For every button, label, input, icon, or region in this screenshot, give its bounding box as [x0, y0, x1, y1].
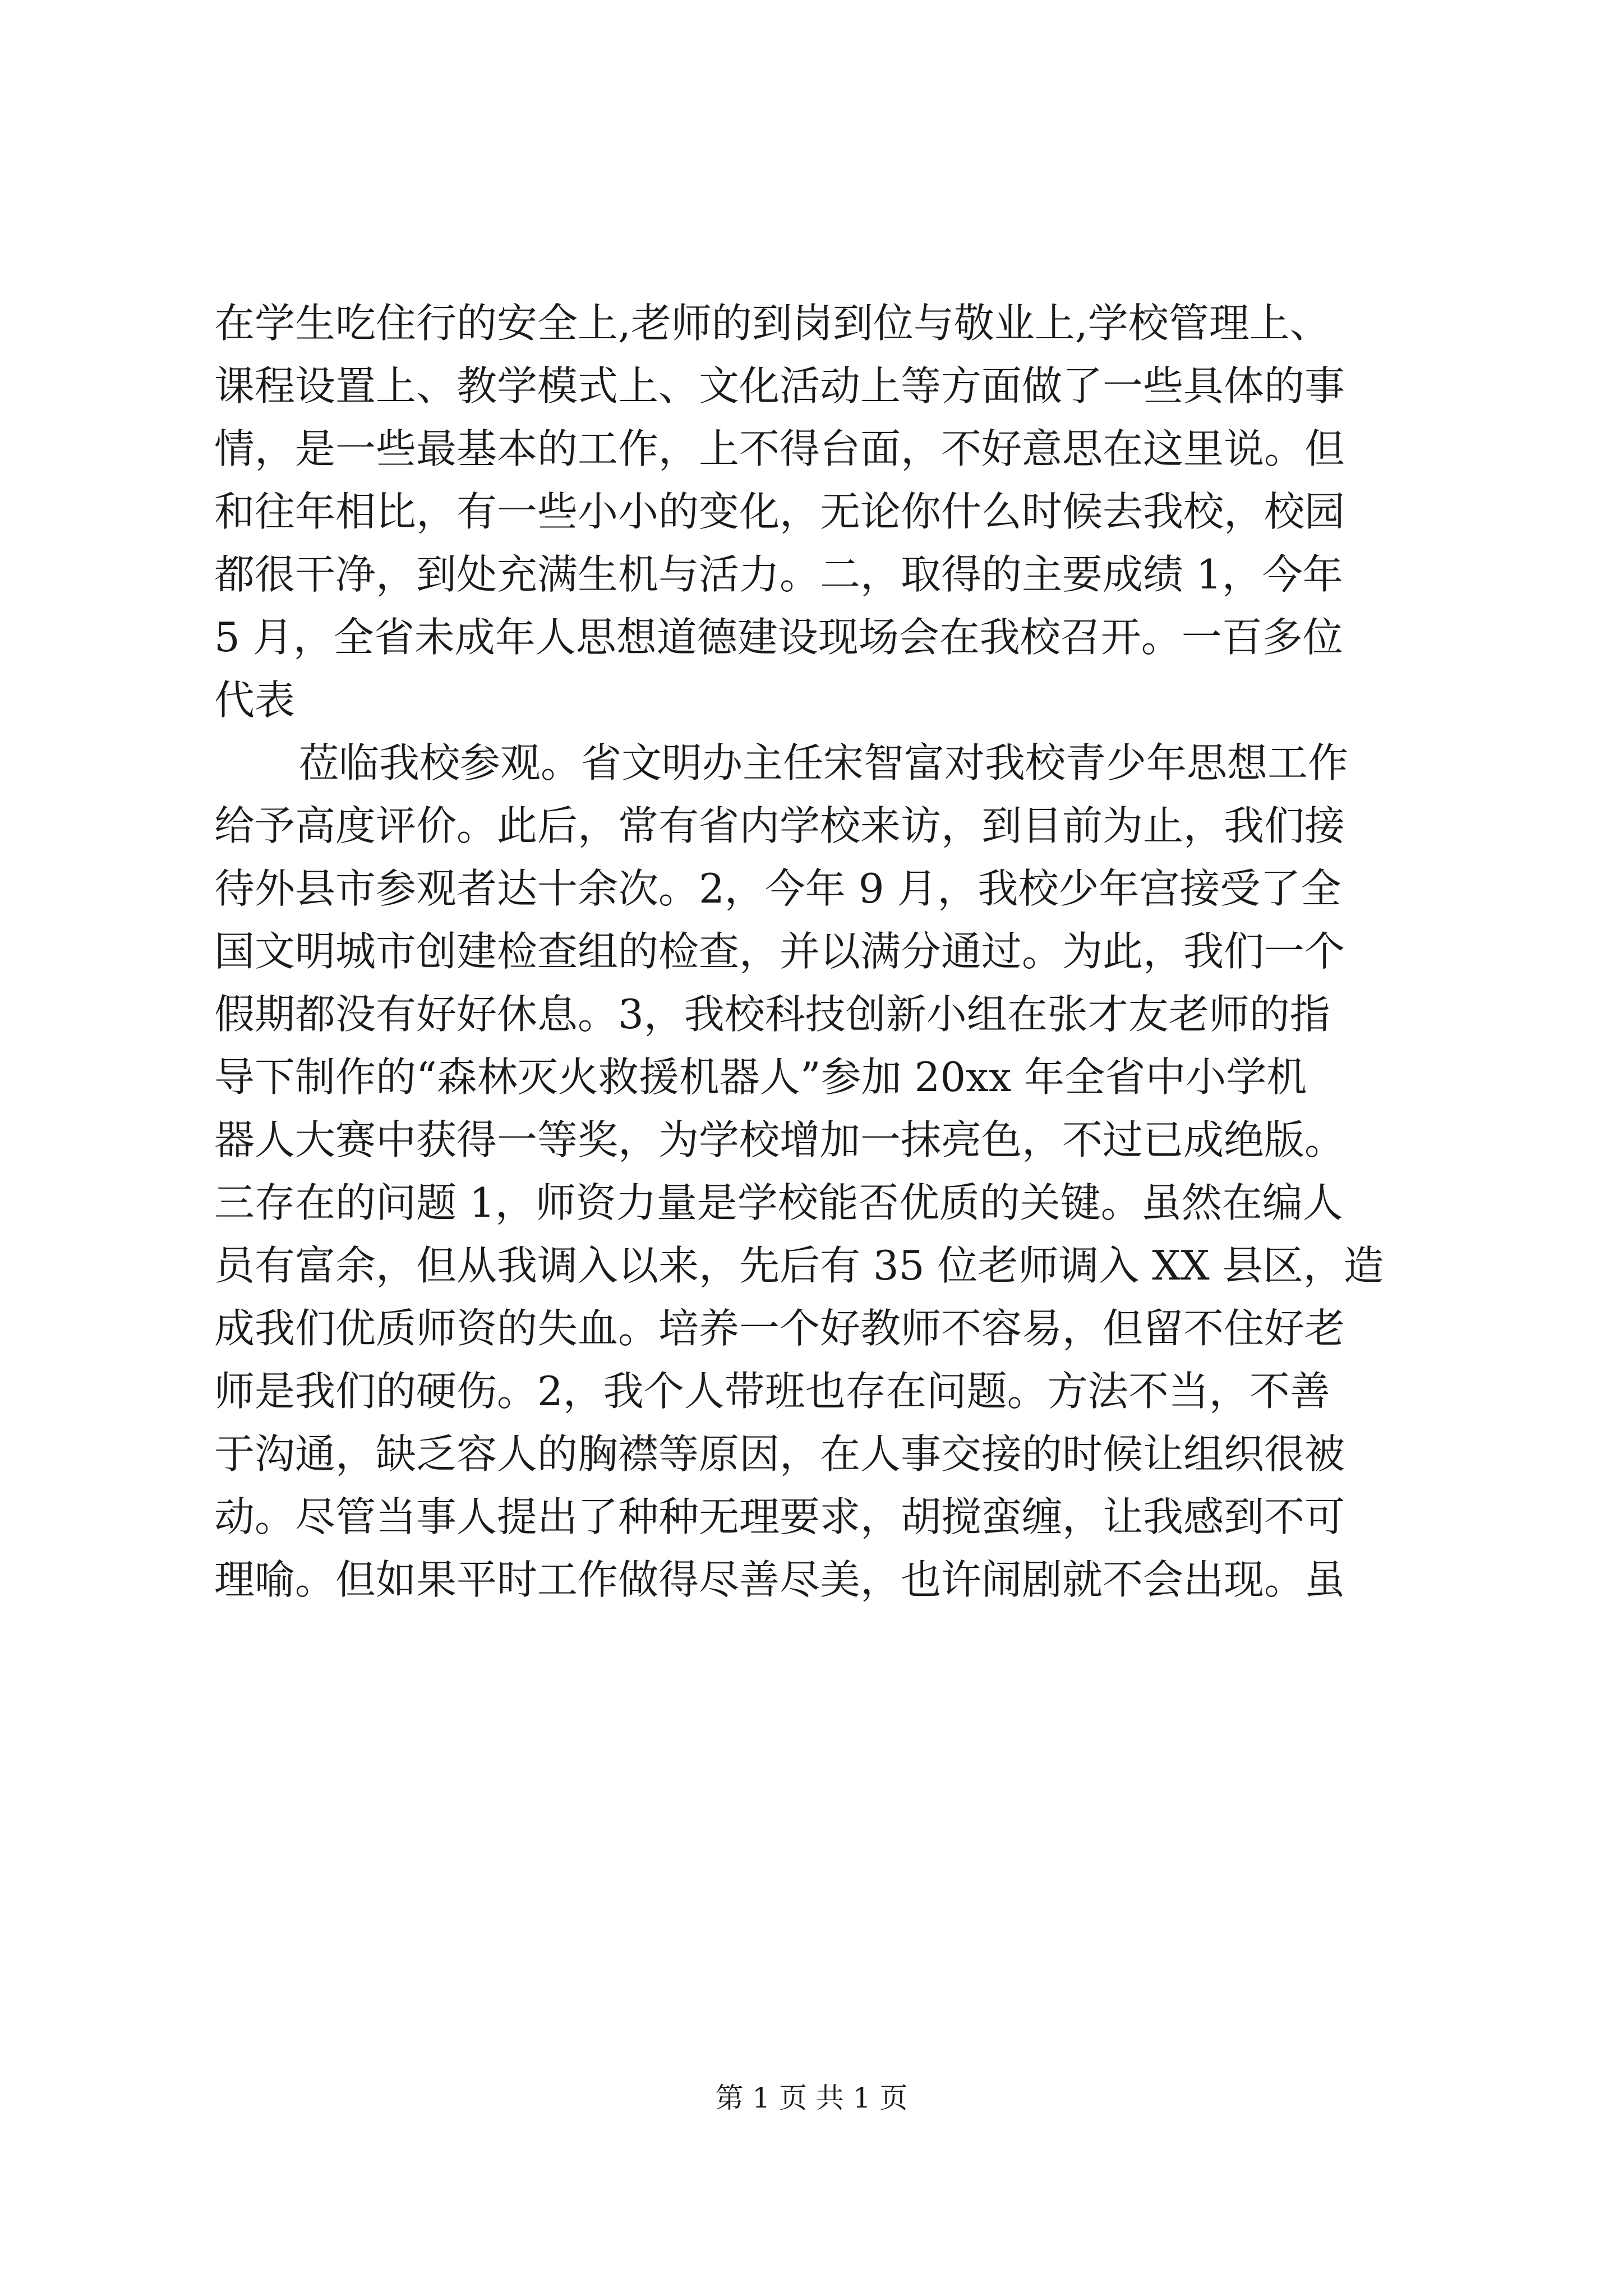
text-line: 在学生吃住行的安全上,老师的到岗到位与敬业上,学校管理上、: [214, 300, 1330, 347]
page-footer: [0, 2076, 1623, 2116]
page-number: 第 1 页 共 1 页: [715, 2082, 908, 2114]
text-line: 5 月，全省未成年人思想道德建设现场会在我校召开。一百多位: [214, 614, 1343, 661]
text-line: 都很干净，到处充满生机与活力。二，取得的主要成绩 1，今年: [214, 551, 1343, 598]
text-line: 成我们优质师资的失血。培养一个好教师不容易，但留不住好老: [214, 1305, 1345, 1352]
text-line: 莅临我校参观。省文明办主任宋智富对我校青少年思想工作: [298, 739, 1349, 786]
text-line: 和往年相比，有一些小小的变化，无论你什么时候去我校，校园: [214, 488, 1345, 535]
text-line: 员有富余，但从我调入以来，先后有 35 位老师调入 XX 县区，造: [214, 1242, 1384, 1289]
text-line: 导下制作的“森林灭火救援机器人”参加 20xx 年全省中小学机: [214, 1053, 1307, 1101]
text-line: 假期都没有好好休息。3，我校科技创新小组在张才友老师的指: [214, 991, 1330, 1038]
text-line: 动。尽管当事人提出了种种无理要求，胡搅蛮缠，让我感到不可: [214, 1493, 1345, 1540]
document-body: [214, 292, 1420, 1611]
text-line: 三存在的问题 1，师资力量是学校能否优质的关键。虽然在编人: [214, 1179, 1343, 1226]
text-line: 课程设置上、教学模式上、文化活动上等方面做了一些具体的事: [214, 362, 1345, 409]
text-line: 器人大赛中获得一等奖，为学校增加一抹亮色，不过已成绝版。: [214, 1116, 1345, 1163]
text-line: 情，是一些最基本的工作，上不得台面，不好意思在这里说。但: [214, 425, 1345, 472]
text-line: 师是我们的硬伤。2，我个人带班也存在问题。方法不当，不善: [214, 1368, 1330, 1415]
text-line: 理喻。但如果平时工作做得尽善尽美，也许闹剧就不会出现。虽: [214, 1556, 1345, 1603]
text-line: 国文明城市创建检查组的检查，并以满分通过。为此，我们一个: [214, 928, 1345, 975]
text-line: 于沟通，缺乏容人的胸襟等原因，在人事交接的时候让组织很被: [214, 1430, 1345, 1478]
text-line: 给予高度评价。此后，常有省内学校来访，到目前为止，我们接: [214, 802, 1345, 849]
text-line: 代表: [214, 677, 296, 724]
text-line: 待外县市参观者达十余次。2，今年 9 月，我校少年宫接受了全: [214, 865, 1341, 912]
